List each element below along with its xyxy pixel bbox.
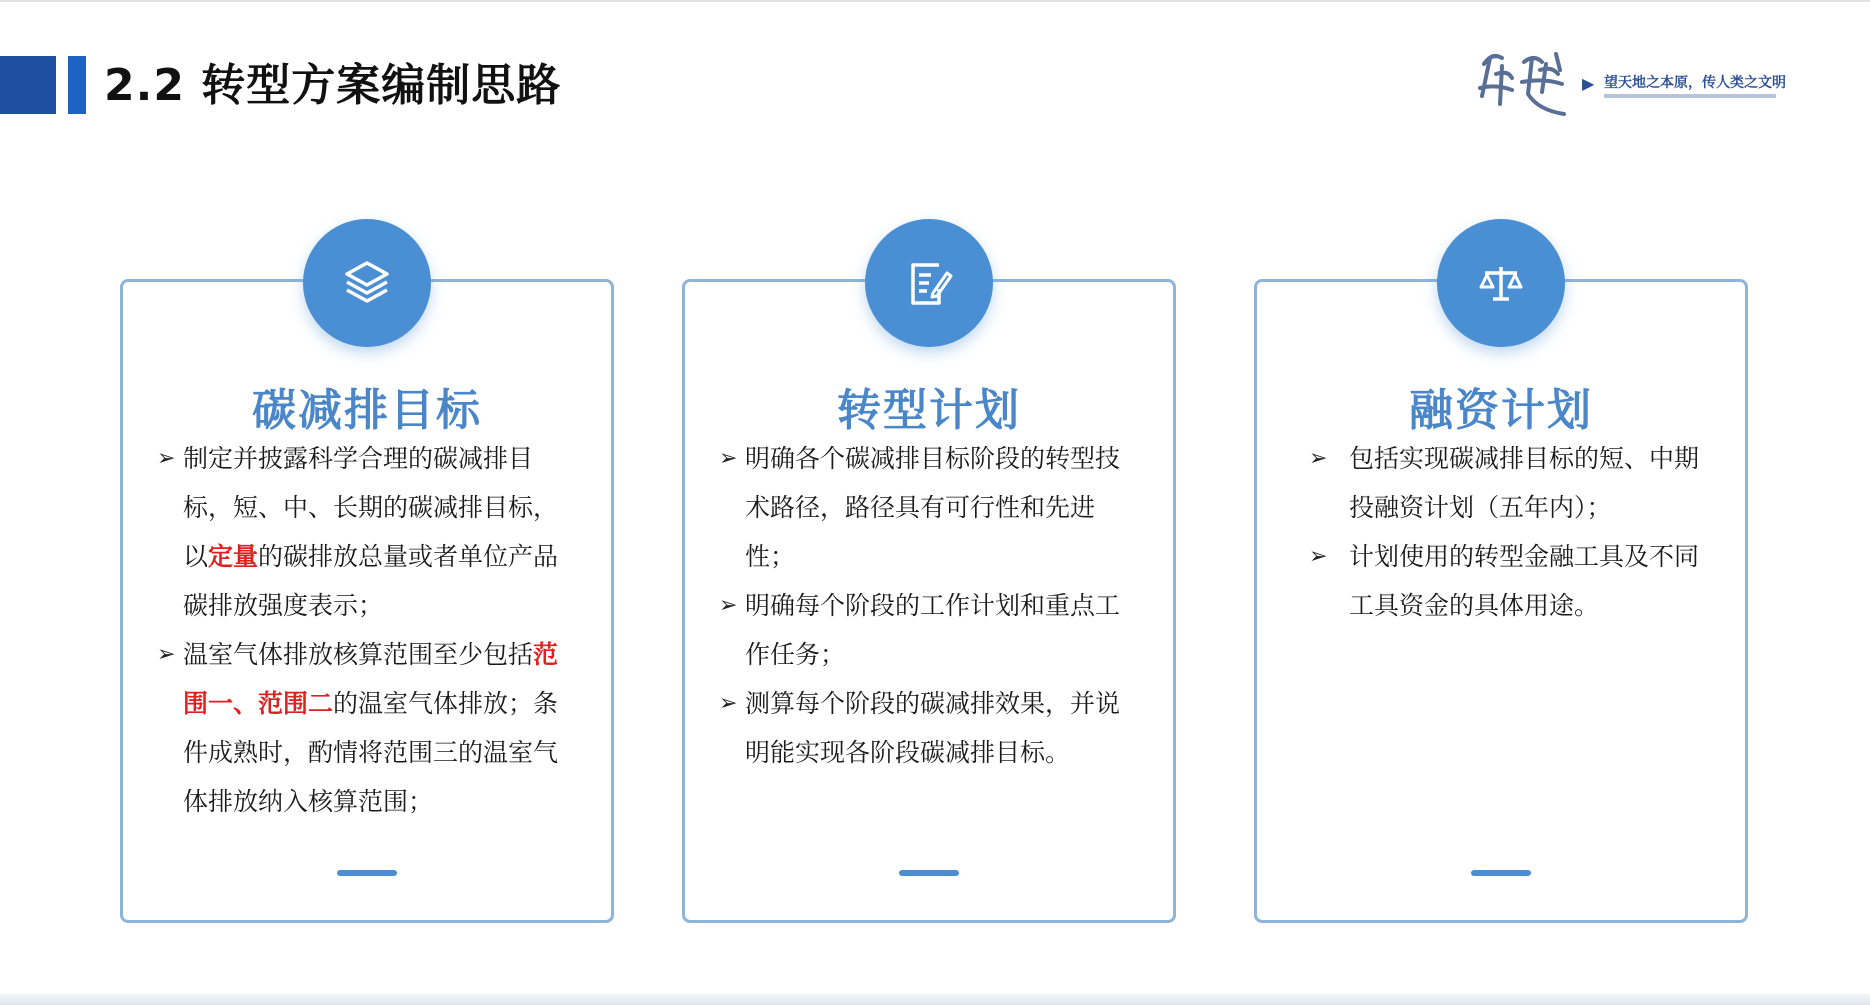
top-border: [0, 0, 1870, 2]
arrow-bullet-icon: ➢: [719, 593, 738, 618]
card-icon-circle: [1437, 219, 1565, 347]
bullet-list: [1309, 434, 1701, 630]
card-title: 转型计划: [837, 385, 1021, 436]
card-transition-plan: [682, 279, 1176, 923]
list-item: [1309, 434, 1701, 532]
bullet-text: 包括实现碳减排目标的短、中期投融资计划（五年内）；: [1349, 444, 1700, 522]
logo-subtitle-line: [1604, 94, 1776, 98]
scale-icon: [1471, 253, 1531, 313]
card-icon-circle: [865, 219, 993, 347]
card-footer-bar: [1471, 870, 1531, 876]
arrow-bullet-icon: ➢: [1309, 544, 1328, 569]
card-carbon-target: [120, 279, 614, 923]
bullet-text: 明确各个碳减排目标阶段的转型技术路径，路径具有可行性和先进性；: [745, 444, 1121, 571]
document-edit-icon: [899, 253, 959, 313]
logo-slogan: 望天地之本原，传人类之文明: [1604, 75, 1786, 91]
logo-arrow-icon: ▶: [1582, 74, 1595, 93]
bullet-highlight: 范围一、范围二: [183, 640, 559, 718]
card-footer-bar: [337, 870, 397, 876]
bullet-text: 的温室气体排放；条件成熟时，酌情将范围三的温室气体排放纳入核算范围；: [183, 689, 559, 816]
layers-icon: [337, 253, 397, 313]
bullet-highlight: 定量: [208, 542, 259, 571]
list-item: [719, 581, 1143, 679]
bottom-edge: [0, 994, 1870, 1005]
arrow-bullet-icon: ➢: [157, 642, 176, 667]
title-accent-bar-small: [68, 56, 86, 114]
card-icon-circle: [303, 219, 431, 347]
arrow-bullet-icon: ➢: [1309, 446, 1328, 471]
bullet-list: [719, 434, 1143, 777]
arrow-bullet-icon: ➢: [719, 446, 738, 471]
arrow-bullet-icon: ➢: [157, 446, 176, 471]
bullet-text: 制定并披露科学合理的碳减排目标，短、中、长期的碳减排目标，以: [183, 444, 559, 571]
bullet-text: 温室气体排放核算范围至少包括: [183, 640, 534, 669]
title-accent-bar: [0, 56, 56, 114]
list-item: [719, 679, 1143, 777]
list-item: [719, 434, 1143, 581]
bullet-text: 测算每个阶段的碳减排效果，并说明能实现各阶段碳减排目标。: [745, 689, 1121, 767]
bullet-text: 明确每个阶段的工作计划和重点工作任务；: [745, 591, 1121, 669]
card-financing-plan: [1254, 279, 1748, 923]
bullet-text: 计划使用的转型金融工具及不同工具资金的具体用途。: [1349, 542, 1700, 620]
bullet-text: 的碳排放总量或者单位产品碳排放强度表示；: [183, 542, 559, 620]
list-item: [1309, 532, 1701, 630]
list-item: [157, 630, 581, 826]
card-title: 碳减排目标: [252, 385, 482, 436]
card-title: 融资计划: [1409, 385, 1593, 436]
arrow-bullet-icon: ➢: [719, 691, 738, 716]
page-title: 2.2 转型方案编制思路: [104, 60, 562, 111]
card-footer-bar: [899, 870, 959, 876]
bullet-list: [157, 434, 581, 826]
list-item: [157, 434, 581, 630]
brand-logo: [1472, 44, 1812, 124]
calligraphy-logo-icon: [1472, 44, 1582, 124]
